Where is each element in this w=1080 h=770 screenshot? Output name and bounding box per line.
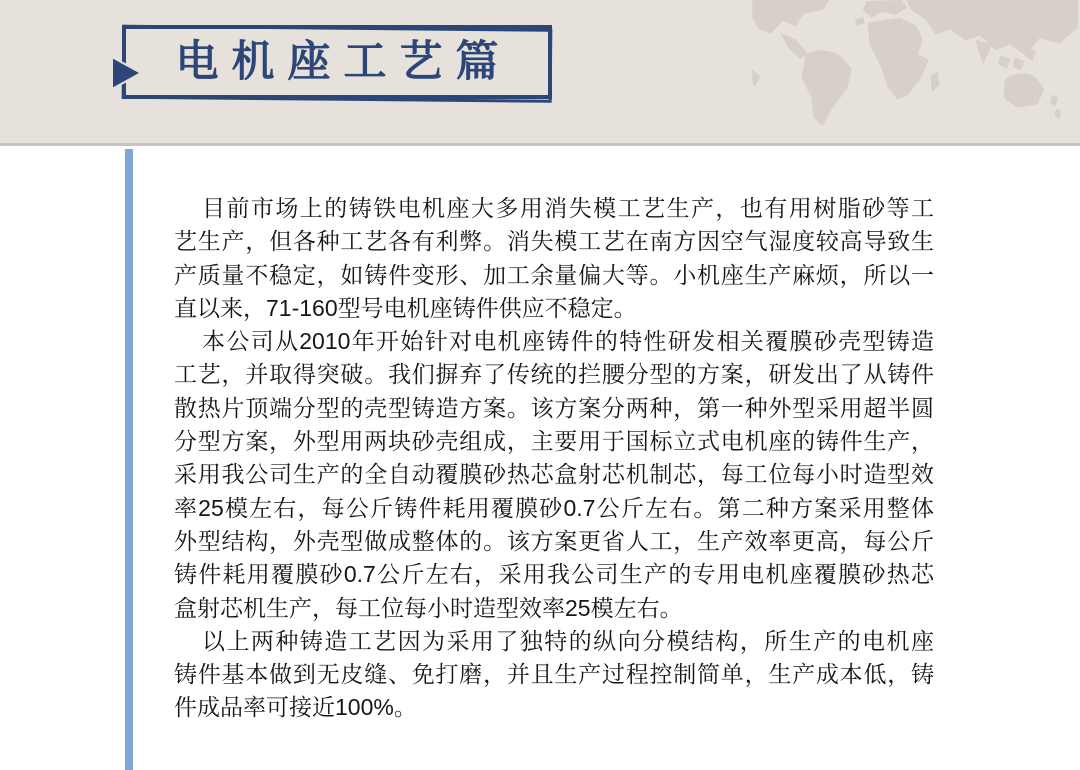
title-box bbox=[122, 25, 552, 99]
text-line: 分型方案，外型用两块砂壳组成，主要用于国标立式电机座的铸件生产， bbox=[174, 428, 934, 455]
text-line: 工艺，并取得突破。我们摒弃了传统的拦腰分型的方案，研发出了从铸件 bbox=[174, 361, 934, 388]
text-line: 艺生产，但各种工艺各有利弊。消失模工艺在南方因空气湿度较高导致生 bbox=[174, 228, 934, 255]
arrow-right-triangle-icon bbox=[110, 55, 144, 91]
text-line: 率25模左右，每公斤铸件耗用覆膜砂0.7公斤左右。第二种方案采用整体 bbox=[174, 494, 934, 521]
accent-vertical-rule bbox=[125, 149, 133, 770]
text-line: 采用我公司生产的全自动覆膜砂热芯盒射芯机制芯，每工位每小时造型效 bbox=[174, 461, 934, 488]
paragraph bbox=[174, 625, 934, 725]
paragraph bbox=[174, 192, 934, 325]
text-line: 件成品率可接近100%。 bbox=[174, 694, 417, 721]
world-map-icon bbox=[750, 0, 1080, 143]
text-line: 直以来，71-160型号电机座铸件供应不稳定。 bbox=[174, 294, 637, 321]
slide-title: 电机座工艺篇 bbox=[175, 37, 512, 86]
text-line: 产质量不稳定，如铸件变形、加工余量偏大等。小机座生产麻烦，所以一 bbox=[174, 261, 934, 288]
text-line: 外型结构，外壳型做成整体的。该方案更省人工，生产效率更高，每公斤 bbox=[174, 527, 934, 554]
header-band bbox=[0, 0, 1080, 146]
text-line: 盒射芯机生产，每工位每小时造型效率25模左右。 bbox=[174, 594, 683, 621]
text-line: 目前市场上的铸铁电机座大多用消失模工艺生产，也有用树脂砂等工 bbox=[202, 195, 934, 221]
text-line: 散热片顶端分型的壳型铸造方案。该方案分两种，第一种外型采用超半圆 bbox=[174, 394, 934, 421]
text-line: 铸件基本做到无皮缝、免打磨，并且生产过程控制简单，生产成本低，铸 bbox=[174, 661, 934, 688]
paragraph bbox=[174, 325, 934, 625]
text-line: 本公司从2010年开始针对电机座铸件的特性研发相关覆膜砂壳型铸造 bbox=[202, 328, 934, 355]
text-line: 以上两种铸造工艺因为采用了独特的纵向分模结构，所生产的电机座 bbox=[202, 627, 934, 654]
text-line: 铸件耗用覆膜砂0.7公斤左右，采用我公司生产的专用电机座覆膜砂热芯 bbox=[174, 561, 934, 588]
content-area bbox=[174, 192, 934, 725]
